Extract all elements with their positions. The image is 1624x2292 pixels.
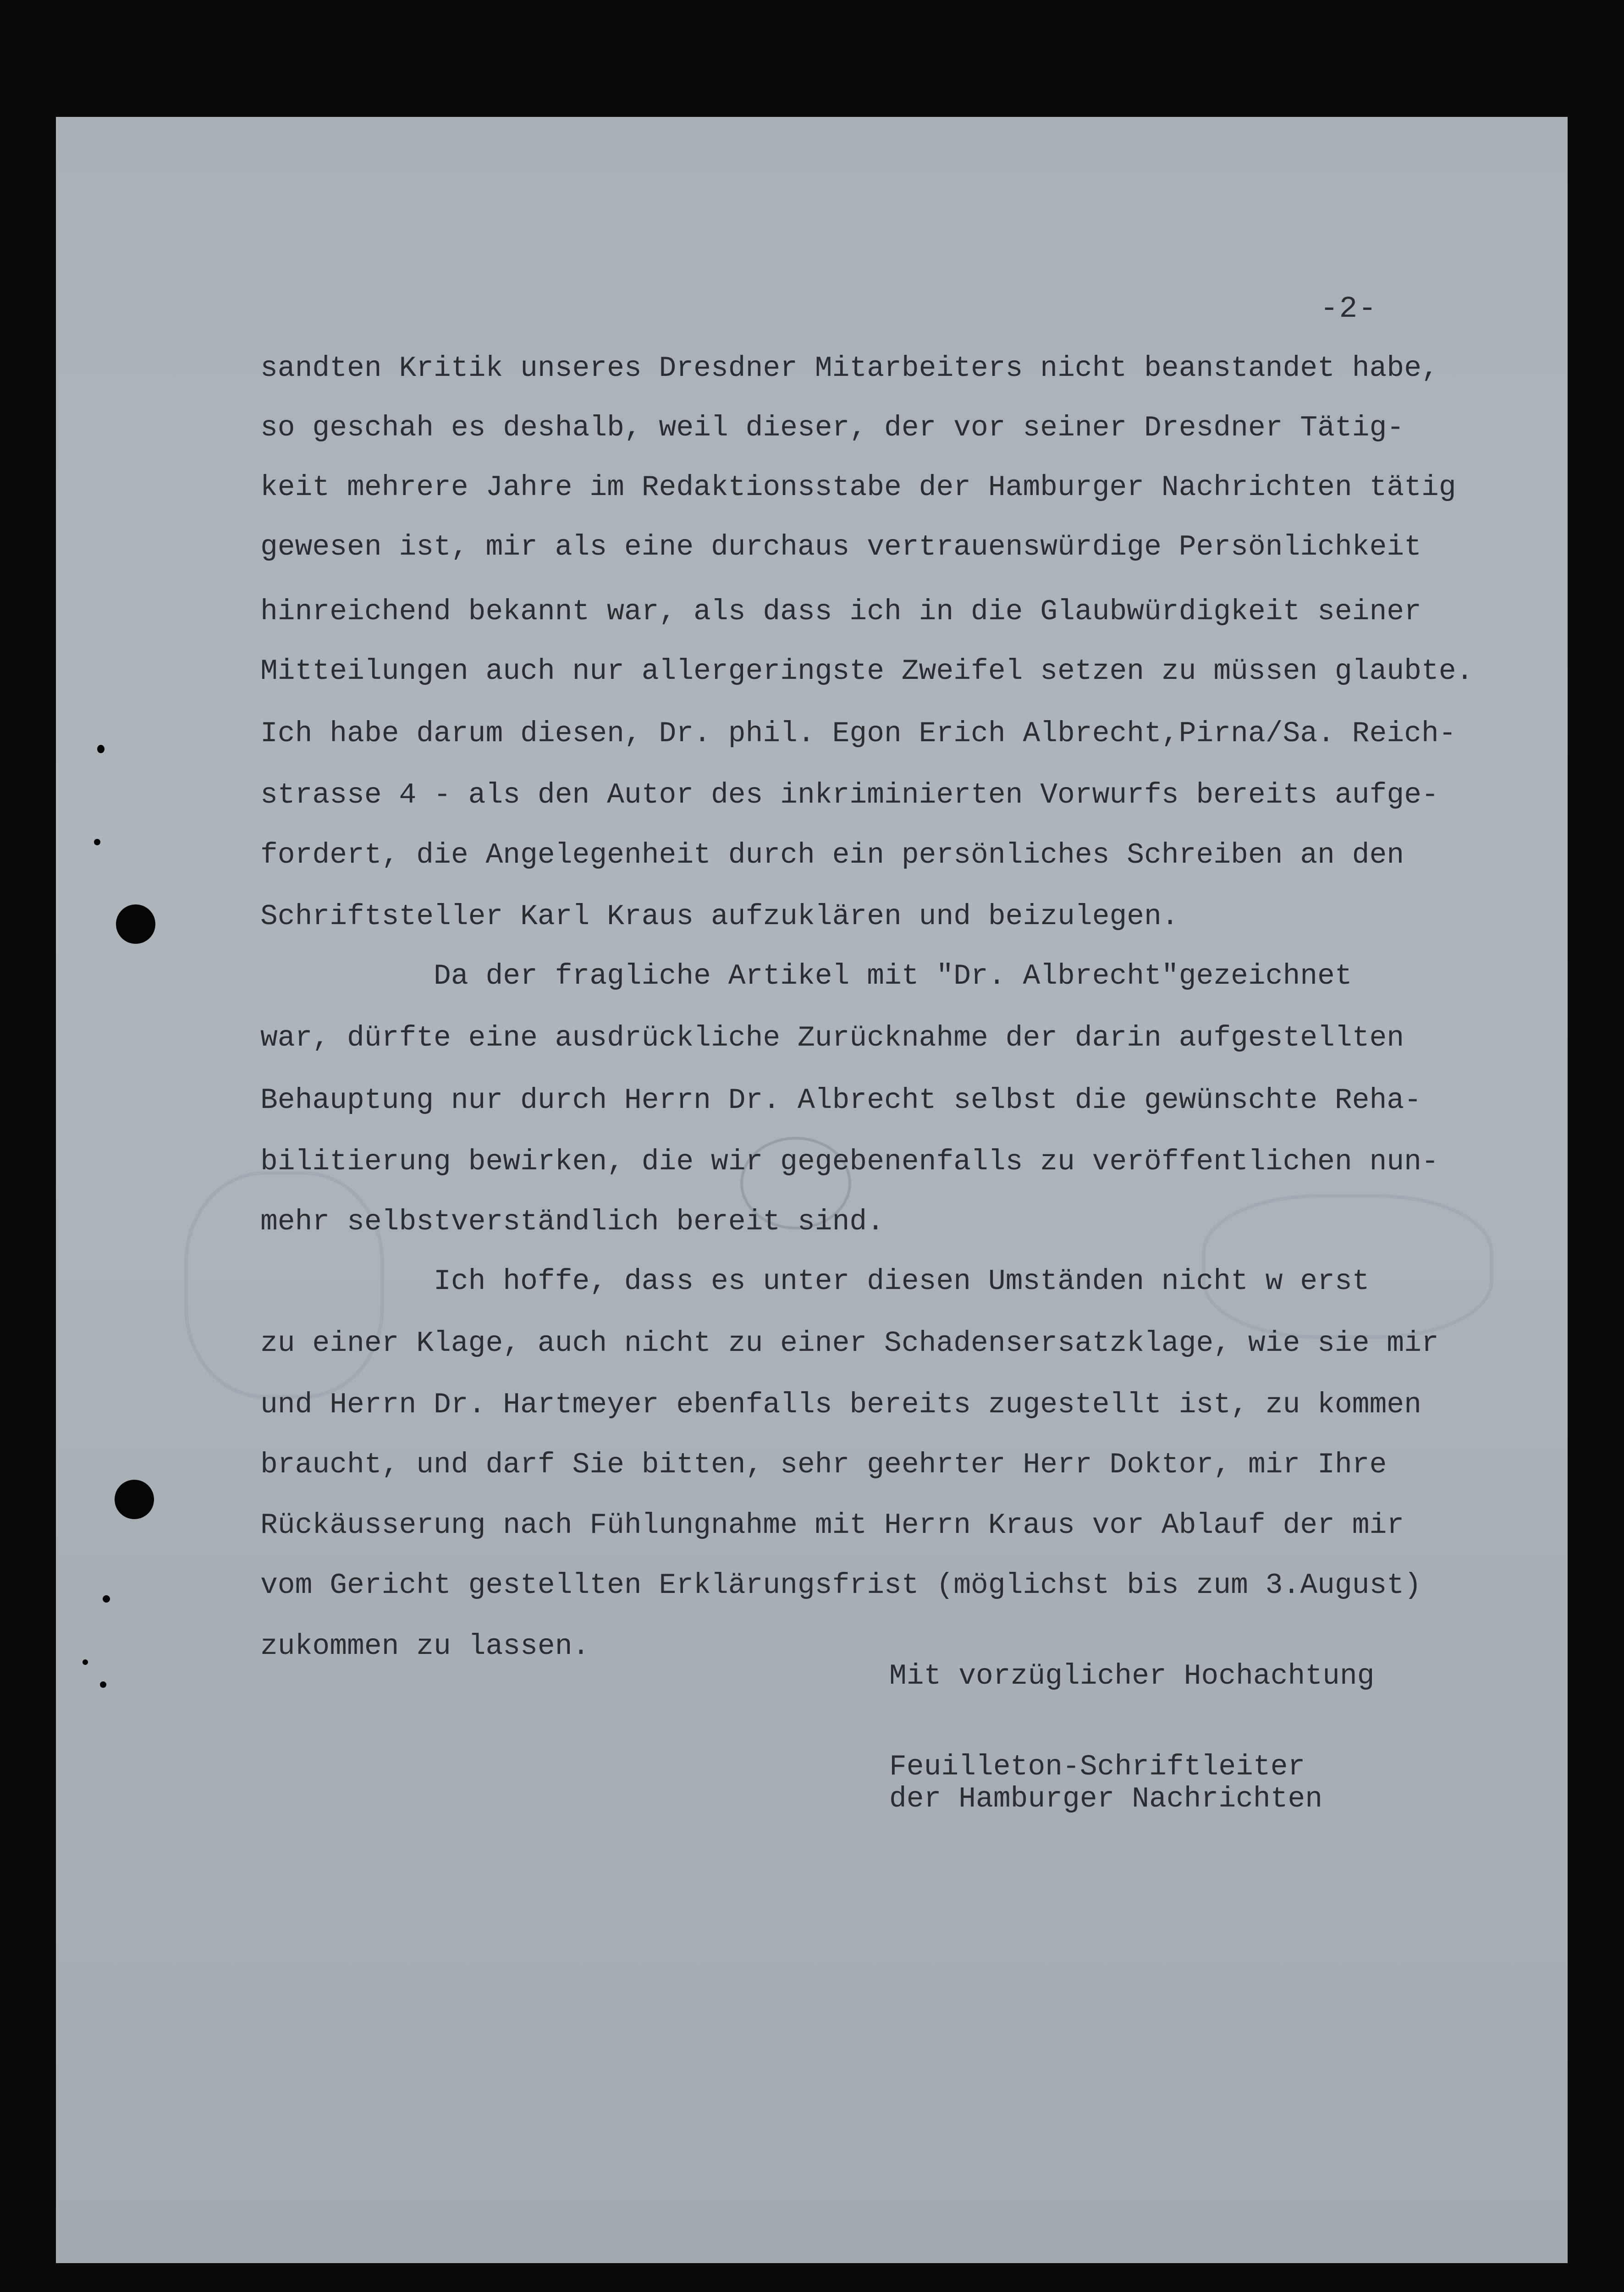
body-line: war, dürfte eine ausdrückliche Zurücknahme der darin aufgestellten [260, 1022, 1404, 1054]
body-line: Schriftsteller Karl Kraus aufzuklären und beizulegen. [260, 900, 1179, 933]
body-line: Rückäusserung nach Fühlungnahme mit Herrn Kraus vor Ablauf der mir [260, 1509, 1404, 1542]
body-line: sandten Kritik unseres Dresdner Mitarbeiters nicht beanstandet habe, [260, 352, 1439, 385]
body-line: hinreichend bekannt war, als dass ich in die Glaubwürdigkeit seiner [260, 595, 1422, 628]
body-line: bilitierung bewirken, die wir gegebenenfalls zu veröffentlichen nun- [260, 1146, 1439, 1178]
punch-hole-bottom [115, 1480, 154, 1519]
body-line: braucht, und darf Sie bitten, sehr geehrter Herr Doktor, mir Ihre [260, 1449, 1387, 1481]
margin-speck [83, 1659, 88, 1665]
body-line: strasse 4 - als den Autor des inkriminierten Vorwurfs bereits aufge- [260, 779, 1439, 811]
margin-speck [97, 745, 105, 753]
signature-organization: der Hamburger Nachrichten [889, 1783, 1323, 1815]
margin-speck [103, 1595, 110, 1603]
margin-speck [94, 839, 100, 845]
body-line: Mitteilungen auch nur allergeringste Zweifel setzen zu müssen glaubte. [260, 655, 1474, 688]
closing-salutation: Mit vorzüglicher Hochachtung [889, 1660, 1375, 1692]
body-line: und Herrn Dr. Hartmeyer ebenfalls bereits zugestellt ist, zu kommen [260, 1388, 1422, 1421]
body-line: fordert, die Angelegenheit durch ein persönliches Schreiben an den [260, 839, 1404, 871]
body-line: Da der fragliche Artikel mit "Dr. Albrecht"gezeichnet [260, 960, 1352, 992]
punch-hole-top [116, 904, 155, 944]
body-line: Behauptung nur durch Herrn Dr. Albrecht selbst die gewünschte Reha- [260, 1084, 1422, 1117]
page-number: -2- [1320, 292, 1377, 326]
margin-speck [100, 1681, 106, 1688]
body-line: gewesen ist, mir als eine durchaus vertrauenswürdige Persönlichkeit [260, 531, 1422, 563]
body-line: Ich hoffe, dass es unter diesen Umständen nicht w erst [260, 1265, 1370, 1298]
body-line: mehr selbstverständlich bereit sind. [260, 1206, 885, 1238]
body-line: so geschah es deshalb, weil dieser, der vor seiner Dresdner Tätig- [260, 412, 1404, 444]
body-line: keit mehrere Jahre im Redaktionsstabe der Hamburger Nachrichten tätig [260, 471, 1456, 504]
body-line: zu einer Klage, auch nicht zu einer Schadensersatzklage, wie sie mir [260, 1327, 1439, 1360]
body-line: vom Gericht gestellten Erklärungsfrist (möglichst bis zum 3.August) [260, 1569, 1422, 1602]
body-line: Ich habe darum diesen, Dr. phil. Egon Erich Albrecht,Pirna/Sa. Reich- [260, 717, 1456, 750]
signature-title: Feuilleton-Schriftleiter [889, 1751, 1305, 1783]
body-line: zukommen zu lassen. [260, 1630, 590, 1663]
